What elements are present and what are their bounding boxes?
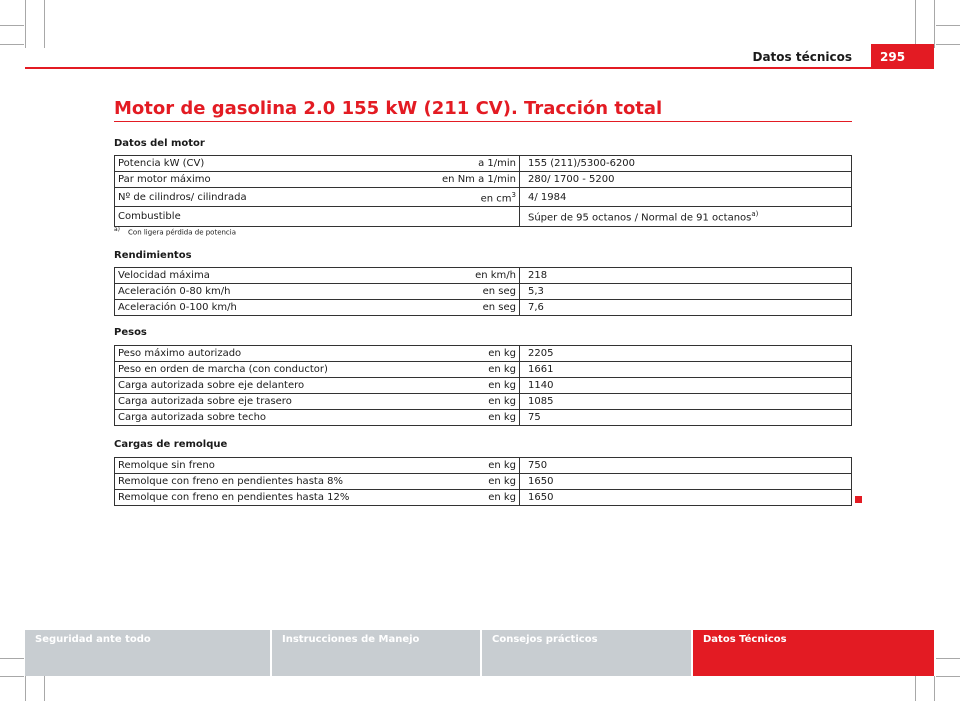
table-row [115, 490, 852, 506]
row-label: Carga autorizada sobre eje trasero [115, 394, 380, 410]
footer-tab-label: Instrucciones de Manejo [282, 634, 420, 645]
row-unit: a 1/min [379, 156, 520, 172]
table-row [115, 284, 852, 300]
row-unit: en cm [480, 193, 512, 205]
row-value: 280/ 1700 - 5200 [520, 172, 852, 188]
table-row [115, 362, 852, 378]
crop-mark [936, 25, 960, 26]
crop-mark [25, 676, 26, 701]
table-row [115, 207, 852, 226]
row-label: Remolque con freno en pendientes hasta 8% [115, 474, 380, 490]
table-row [115, 346, 852, 362]
row-label: Carga autorizada sobre techo [115, 410, 380, 426]
row-unit: en kg [379, 378, 520, 394]
row-label: Remolque sin freno [115, 458, 380, 474]
unit-superscript: 3 [511, 191, 516, 199]
footnote-mark: a) [114, 226, 121, 233]
crop-mark [44, 676, 45, 701]
row-value: 155 (211)/5300-6200 [520, 156, 852, 172]
crop-mark [936, 44, 960, 45]
rendimientos-table [114, 267, 852, 316]
row-value: 7,6 [520, 300, 852, 316]
row-unit: en kg [379, 410, 520, 426]
row-label: Velocidad máxima [115, 268, 380, 284]
header-section-title: Datos técnicos [752, 50, 852, 64]
table-row [115, 188, 852, 207]
crop-mark [915, 0, 916, 48]
footer-tab-seguridad[interactable] [25, 630, 270, 676]
table-row [115, 410, 852, 426]
row-value: 1140 [520, 378, 852, 394]
row-value: Súper de 95 octanos / Normal de 91 octanos [528, 212, 752, 224]
pesos-table [114, 345, 852, 426]
table-row [115, 474, 852, 490]
crop-mark [934, 676, 935, 701]
footer-tab-label: Seguridad ante todo [35, 634, 151, 645]
footnote-reference: a) [751, 210, 759, 219]
footnote [114, 226, 236, 236]
row-label: Aceleración 0-100 km/h [115, 300, 380, 316]
row-label: Remolque con freno en pendientes hasta 12% [115, 490, 380, 506]
table-row [115, 394, 852, 410]
row-unit: en Nm a 1/min [379, 172, 520, 188]
row-label: Carga autorizada sobre eje delantero [115, 378, 380, 394]
row-unit: en seg [379, 284, 520, 300]
row-value: 2205 [520, 346, 852, 362]
row-value: 1661 [520, 362, 852, 378]
row-unit: en kg [379, 362, 520, 378]
row-value: 75 [520, 410, 852, 426]
table-row [115, 458, 852, 474]
row-value: 5,3 [520, 284, 852, 300]
table-row [115, 378, 852, 394]
header-divider [25, 67, 934, 69]
row-unit-cell [379, 188, 520, 207]
row-label: Aceleración 0-80 km/h [115, 284, 380, 300]
row-unit: en kg [379, 490, 520, 506]
crop-mark [0, 676, 24, 677]
row-unit: en seg [379, 300, 520, 316]
table-row [115, 156, 852, 172]
footer-tab-label: Datos Técnicos [703, 634, 787, 645]
row-label: Peso en orden de marcha (con conductor) [115, 362, 380, 378]
row-label: Potencia kW (CV) [115, 156, 380, 172]
section-heading-motor: Datos del motor [114, 138, 205, 149]
row-value: 1085 [520, 394, 852, 410]
table-row [115, 268, 852, 284]
row-value: 1650 [520, 490, 852, 506]
row-unit: en kg [379, 346, 520, 362]
motor-table [114, 155, 852, 227]
crop-mark [936, 676, 960, 677]
row-value: 4/ 1984 [520, 188, 852, 207]
section-heading-remolque: Cargas de remolque [114, 439, 228, 450]
row-unit: en kg [379, 474, 520, 490]
row-unit [379, 207, 520, 226]
row-value: 1650 [520, 474, 852, 490]
title-divider [114, 121, 852, 122]
row-label: Nº de cilindros/ cilindrada [115, 188, 380, 207]
crop-mark [0, 25, 24, 26]
crop-mark [0, 44, 24, 45]
table-row [115, 300, 852, 316]
footer-tab-consejos[interactable] [482, 630, 691, 676]
row-unit: en kg [379, 394, 520, 410]
footnote-text: Con ligera pérdida de potencia [128, 228, 237, 237]
crop-mark [934, 0, 935, 48]
section-end-marker [855, 496, 862, 503]
row-value: 750 [520, 458, 852, 474]
crop-mark [936, 658, 960, 659]
remolque-table [114, 457, 852, 506]
crop-mark [0, 658, 24, 659]
section-heading-pesos: Pesos [114, 327, 147, 338]
row-label: Par motor máximo [115, 172, 380, 188]
crop-mark [25, 0, 26, 48]
row-value: 218 [520, 268, 852, 284]
footer-tab-datos-tecnicos[interactable] [693, 630, 934, 676]
page-title: Motor de gasolina 2.0 155 kW (211 CV). Tracción total [114, 98, 663, 119]
row-label: Combustible [115, 207, 380, 226]
row-unit: en kg [379, 458, 520, 474]
footer-tab-label: Consejos prácticos [492, 634, 598, 645]
table-row [115, 172, 852, 188]
page-number: 295 [871, 44, 934, 68]
crop-mark [44, 0, 45, 48]
footer-tab-instrucciones[interactable] [272, 630, 480, 676]
row-label: Peso máximo autorizado [115, 346, 380, 362]
row-unit: en km/h [379, 268, 520, 284]
row-value-cell [520, 207, 852, 226]
crop-mark [915, 676, 916, 701]
section-heading-rendimientos: Rendimientos [114, 250, 192, 261]
